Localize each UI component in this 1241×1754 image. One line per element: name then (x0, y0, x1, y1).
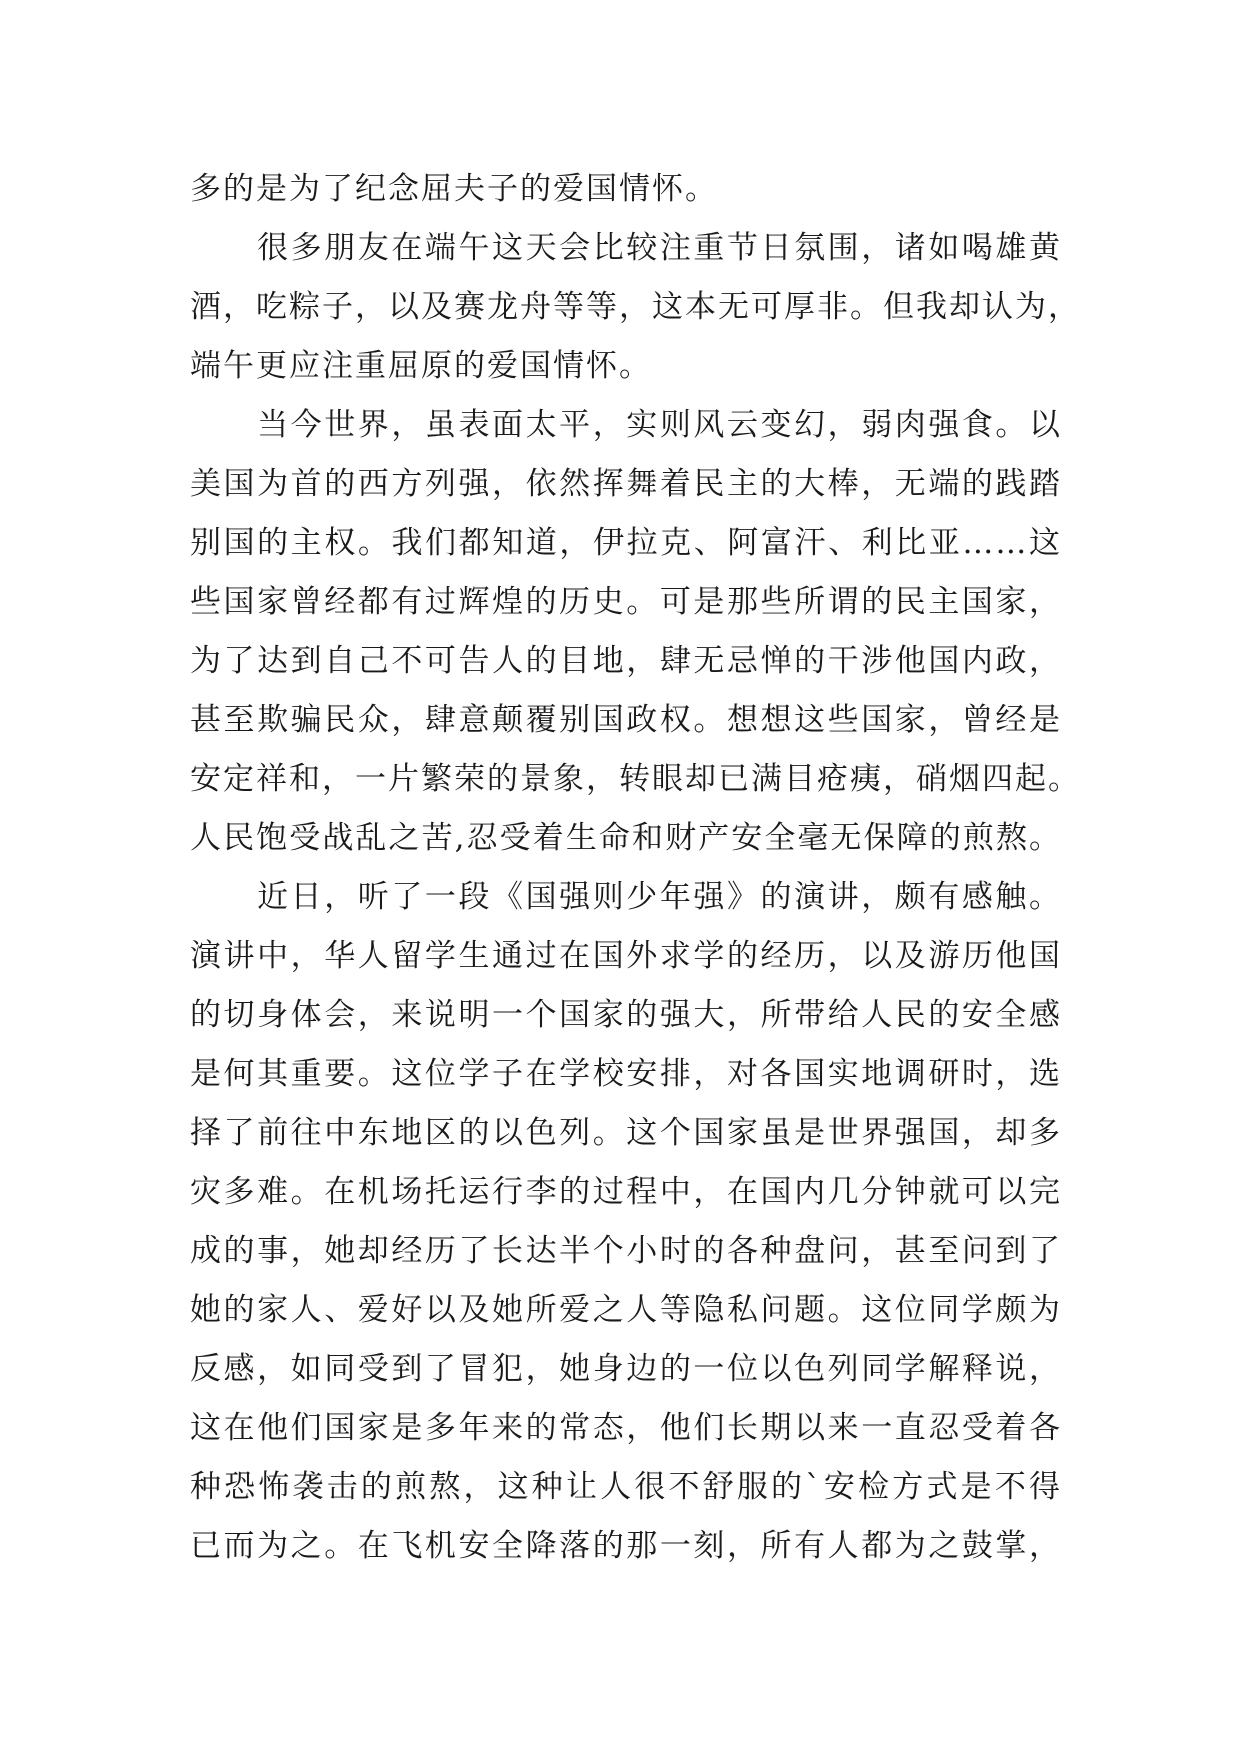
text-line: 人民饱受战乱之苦,忍受着生命和财产安全毫无保障的煎熬。 (190, 820, 1062, 856)
body-text (190, 160, 1081, 1576)
text-line: 多的是为了纪念屈夫子的爱国情怀。 (190, 171, 718, 207)
text-line: 演讲中，华人留学生通过在国外求学的经历，以及游历他国 (190, 938, 1062, 974)
text-line: 很多朋友在端午这天会比较注重节日氛围，诸如喝雄黄 (190, 230, 1062, 266)
text-line: 美国为首的西方列强，依然挥舞着民主的大棒，无端的践踏 (190, 466, 1062, 502)
text-line: 的切身体会，来说明一个国家的强大，所带给人民的安全感 (190, 997, 1062, 1033)
text-line: 灾多难。在机场托运行李的过程中，在国内几分钟就可以完 (190, 1174, 1062, 1210)
text-line: 近日，听了一段《国强则少年强》的演讲，颇有感触。 (190, 879, 1062, 915)
text-line: 反感，如同受到了冒犯，她身边的一位以色列同学解释说， (190, 1351, 1062, 1387)
text-line: 这在他们国家是多年来的常态，他们长期以来一直忍受着各 (190, 1410, 1062, 1446)
text-line: 酒，吃粽子，以及赛龙舟等等，这本无可厚非。但我却认为， (190, 289, 1081, 325)
text-line: 成的事，她却经历了长达半个小时的各种盘问，甚至问到了 (190, 1233, 1062, 1269)
text-line: 是何其重要。这位学子在学校安排，对各国实地调研时，选 (190, 1056, 1062, 1092)
text-line: 择了前往中东地区的以色列。这个国家虽是世界强国，却多 (190, 1115, 1062, 1151)
text-line: 些国家曾经都有过辉煌的历史。可是那些所谓的民主国家， (190, 584, 1062, 620)
text-line: 她的家人、爱好以及她所爱之人等隐私问题。这位同学颇为 (190, 1292, 1062, 1328)
text-line: 为了达到自己不可告人的目地，肆无忌惮的干涉他国内政， (190, 643, 1062, 679)
text-line: 种恐怖袭击的煎熬，这种让人很不舒服的`安检方式是不得 (190, 1469, 1062, 1505)
text-line: 已而为之。在飞机安全降落的那一刻，所有人都为之鼓掌， (190, 1528, 1062, 1564)
text-line: 安定祥和，一片繁荣的景象，转眼却已满目疮痍，硝烟四起。 (190, 761, 1081, 797)
text-line: 端午更应注重屈原的爱国情怀。 (190, 348, 652, 384)
text-line: 别国的主权。我们都知道，伊拉克、阿富汗、利比亚……这 (190, 525, 1062, 561)
text-line: 当今世界，虽表面太平，实则风云变幻，弱肉强食。以 (190, 407, 1062, 443)
text-line: 甚至欺骗民众，肆意颠覆别国政权。想想这些国家，曾经是 (190, 702, 1062, 738)
